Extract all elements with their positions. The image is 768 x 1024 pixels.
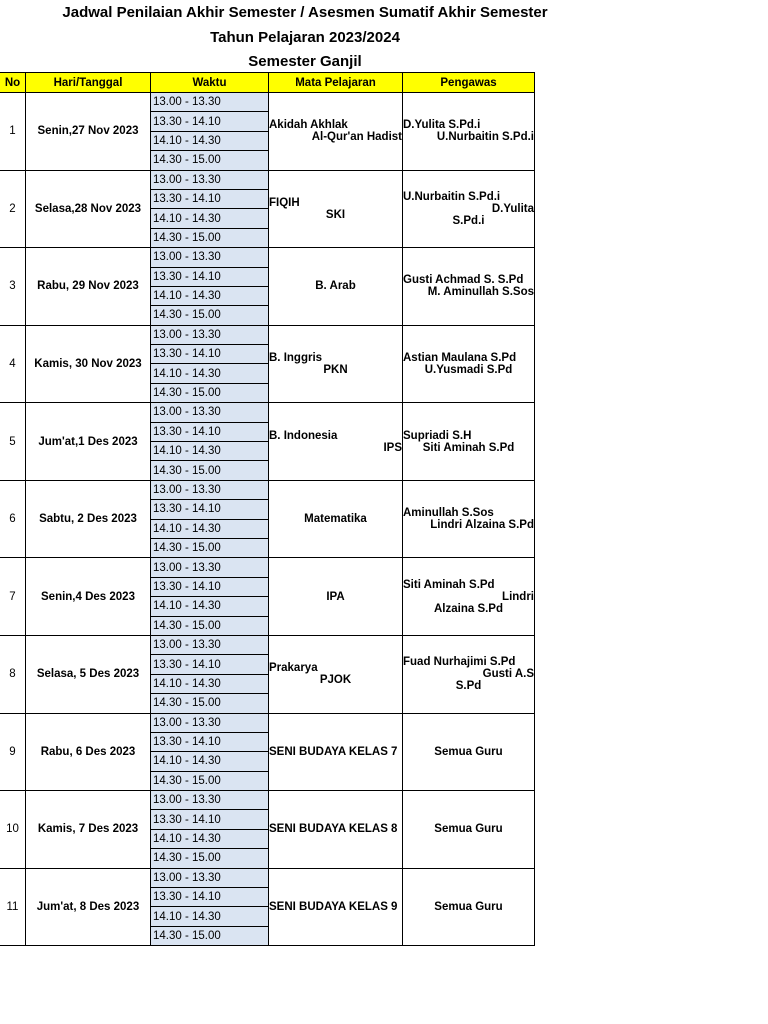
- table-row: [0, 635, 535, 654]
- header-supervisor: Pengawas: [403, 73, 535, 93]
- subject-name: B. Indonesia: [269, 429, 338, 442]
- time-slot: 13.30 - 14.10: [151, 577, 269, 596]
- supervisor-name: Semua Guru: [434, 823, 503, 836]
- header-row: [0, 73, 535, 93]
- subject-name: Prakarya: [269, 662, 318, 675]
- time-slot: 14.30 - 15.00: [151, 694, 269, 713]
- supervisor-name: Astian Maulana S.Pd: [403, 351, 517, 364]
- time-slot: 14.10 - 14.30: [151, 286, 269, 305]
- supervisor-cell: [403, 248, 535, 326]
- time-slot: 14.30 - 15.00: [151, 228, 269, 247]
- row-day: Rabu, 6 Des 2023: [26, 713, 151, 791]
- time-slot: 13.00 - 13.30: [151, 558, 269, 577]
- row-number: 4: [0, 325, 26, 403]
- supervisor-name: Lindri: [502, 590, 534, 603]
- subject-cell: [269, 248, 403, 326]
- time-slot: 14.10 - 14.30: [151, 131, 269, 150]
- supervisor-name: D.Yulita: [491, 202, 534, 215]
- time-slot: 14.30 - 15.00: [151, 538, 269, 557]
- time-slot: 14.10 - 14.30: [151, 519, 269, 538]
- subject-cell: [269, 713, 403, 791]
- subject-name: Akidah Akhlak: [269, 119, 348, 132]
- time-slot: 13.30 - 14.10: [151, 655, 269, 674]
- time-slot: 14.10 - 14.30: [151, 829, 269, 848]
- document-title: Jadwal Penilaian Akhir Semester / Asesmen Sumatif Akhir Semester: [62, 4, 548, 21]
- table-row: [0, 791, 535, 810]
- time-slot: 14.30 - 15.00: [151, 461, 269, 480]
- time-slot: 14.10 - 14.30: [151, 364, 269, 383]
- table-row: [0, 480, 535, 499]
- row-number: 11: [0, 868, 26, 946]
- schedule-body: [0, 93, 535, 946]
- header-subject: Mata Pelajaran: [269, 73, 403, 93]
- row-day: Senin,4 Des 2023: [26, 558, 151, 636]
- row-day: Jum'at, 8 Des 2023: [26, 868, 151, 946]
- supervisor-cell: [403, 170, 535, 248]
- row-number: 2: [0, 170, 26, 248]
- subject-name: Matematika: [304, 513, 367, 526]
- time-slot: 14.10 - 14.30: [151, 209, 269, 228]
- time-slot: 13.00 - 13.30: [151, 868, 269, 887]
- supervisor-cell: [403, 558, 535, 636]
- supervisor-name: Semua Guru: [434, 745, 503, 758]
- time-slot: 13.30 - 14.10: [151, 112, 269, 131]
- time-slot: 14.30 - 15.00: [151, 383, 269, 402]
- supervisor-cell: [403, 480, 535, 558]
- time-slot: 13.00 - 13.30: [151, 93, 269, 112]
- time-slot: 13.30 - 14.10: [151, 732, 269, 751]
- row-day: Selasa,28 Nov 2023: [26, 170, 151, 248]
- supervisor-cell: [403, 635, 535, 713]
- row-day: Jum'at,1 Des 2023: [26, 403, 151, 481]
- row-number: 9: [0, 713, 26, 791]
- row-day: Kamis, 7 Des 2023: [26, 791, 151, 869]
- subject-name: IPA: [326, 590, 345, 603]
- time-slot: 13.00 - 13.30: [151, 170, 269, 189]
- subject-name: SKI: [325, 208, 346, 221]
- supervisor-name: M. Aminullah S.Sos: [427, 286, 534, 299]
- time-slot: 13.30 - 14.10: [151, 189, 269, 208]
- subject-name: FIQIH: [269, 196, 300, 209]
- table-row: [0, 248, 535, 267]
- supervisor-name: D.Yulita S.Pd.i: [403, 119, 481, 132]
- time-slot: 13.30 - 14.10: [151, 810, 269, 829]
- time-slot: 13.00 - 13.30: [151, 248, 269, 267]
- subject-cell: [269, 558, 403, 636]
- supervisor-cell: [403, 93, 535, 171]
- table-row: [0, 170, 535, 189]
- subject-name: SENI BUDAYA KELAS 7: [269, 745, 398, 758]
- subject-name: SENI BUDAYA KELAS 8: [269, 823, 398, 836]
- supervisor-name: U.Nurbaitin S.Pd.i: [403, 190, 501, 203]
- row-number: 6: [0, 480, 26, 558]
- time-slot: 14.30 - 15.00: [151, 306, 269, 325]
- row-number: 7: [0, 558, 26, 636]
- row-day: Rabu, 29 Nov 2023: [26, 248, 151, 326]
- row-number: 1: [0, 93, 26, 171]
- table-row: [0, 325, 535, 344]
- supervisor-name: S.Pd.i: [452, 214, 485, 227]
- time-slot: 14.30 - 15.00: [151, 771, 269, 790]
- time-slot: 14.10 - 14.30: [151, 907, 269, 926]
- row-number: 10: [0, 791, 26, 869]
- supervisor-cell: [403, 713, 535, 791]
- time-slot: 13.00 - 13.30: [151, 403, 269, 422]
- time-slot: 13.30 - 14.10: [151, 888, 269, 907]
- supervisor-name: Siti Aminah S.Pd: [403, 578, 495, 591]
- time-slot: 13.30 - 14.10: [151, 267, 269, 286]
- time-slot: 13.30 - 14.10: [151, 345, 269, 364]
- table-row: [0, 93, 535, 112]
- table-row: [0, 403, 535, 422]
- supervisor-name: S.Pd: [455, 680, 482, 693]
- time-slot: 13.00 - 13.30: [151, 325, 269, 344]
- supervisor-name: Siti Aminah S.Pd: [422, 441, 515, 454]
- supervisor-name: U.Yusmadi S.Pd: [424, 363, 513, 376]
- time-slot: 13.00 - 13.30: [151, 635, 269, 654]
- academic-year: Tahun Pelajaran 2023/2024: [210, 29, 400, 46]
- subject-cell: [269, 403, 403, 481]
- header-no: No: [0, 73, 26, 93]
- subject-name: Al-Qur'an Hadist: [311, 131, 402, 144]
- supervisor-name: U.Nurbaitin S.Pd.i: [436, 131, 534, 144]
- supervisor-name: Supriadi S.H: [403, 429, 472, 442]
- supervisor-name: Gusti A.S: [482, 668, 534, 681]
- time-slot: 14.30 - 15.00: [151, 849, 269, 868]
- supervisor-name: Fuad Nurhajimi S.Pd: [403, 656, 516, 669]
- supervisor-cell: [403, 325, 535, 403]
- row-number: 8: [0, 635, 26, 713]
- subject-name: SENI BUDAYA KELAS 9: [269, 900, 398, 913]
- supervisor-name: Semua Guru: [434, 900, 503, 913]
- row-day: Kamis, 30 Nov 2023: [26, 325, 151, 403]
- row-day: Senin,27 Nov 2023: [26, 93, 151, 171]
- row-day: Sabtu, 2 Des 2023: [26, 480, 151, 558]
- time-slot: 13.30 - 14.10: [151, 500, 269, 519]
- header-day: Hari/Tanggal: [26, 73, 151, 93]
- time-slot: 14.10 - 14.30: [151, 442, 269, 461]
- subject-cell: [269, 325, 403, 403]
- time-slot: 14.10 - 14.30: [151, 597, 269, 616]
- supervisor-name: Lindri Alzaina S.Pd: [430, 519, 534, 532]
- supervisor-name: Alzaina S.Pd: [433, 602, 504, 615]
- table-row: [0, 558, 535, 577]
- subject-name: PKN: [323, 363, 348, 376]
- time-slot: 14.30 - 15.00: [151, 151, 269, 170]
- time-slot: 13.00 - 13.30: [151, 791, 269, 810]
- subject-name: B. Arab: [315, 280, 356, 293]
- subject-cell: [269, 170, 403, 248]
- row-number: 3: [0, 248, 26, 326]
- time-slot: 14.10 - 14.30: [151, 674, 269, 693]
- schedule-table: [0, 72, 535, 946]
- subject-cell: [269, 480, 403, 558]
- subject-name: PJOK: [319, 674, 352, 687]
- supervisor-name: Aminullah S.Sos: [403, 507, 494, 520]
- subject-name: IPS: [383, 441, 402, 454]
- time-slot: 13.00 - 13.30: [151, 480, 269, 499]
- subject-cell: [269, 635, 403, 713]
- supervisor-cell: [403, 403, 535, 481]
- time-slot: 13.30 - 14.10: [151, 422, 269, 441]
- time-slot: 14.30 - 15.00: [151, 926, 269, 945]
- supervisor-name: Gusti Achmad S. S.Pd: [403, 274, 524, 287]
- subject-name: B. Inggris: [269, 351, 323, 364]
- supervisor-cell: [403, 868, 535, 946]
- table-row: [0, 868, 535, 887]
- semester-label: Semester Ganjil: [248, 53, 362, 70]
- table-row: [0, 713, 535, 732]
- supervisor-cell: [403, 791, 535, 869]
- header-time: Waktu: [151, 73, 269, 93]
- row-number: 5: [0, 403, 26, 481]
- subject-cell: [269, 93, 403, 171]
- time-slot: 14.10 - 14.30: [151, 752, 269, 771]
- subject-cell: [269, 791, 403, 869]
- time-slot: 13.00 - 13.30: [151, 713, 269, 732]
- time-slot: 14.30 - 15.00: [151, 616, 269, 635]
- subject-cell: [269, 868, 403, 946]
- row-day: Selasa, 5 Des 2023: [26, 635, 151, 713]
